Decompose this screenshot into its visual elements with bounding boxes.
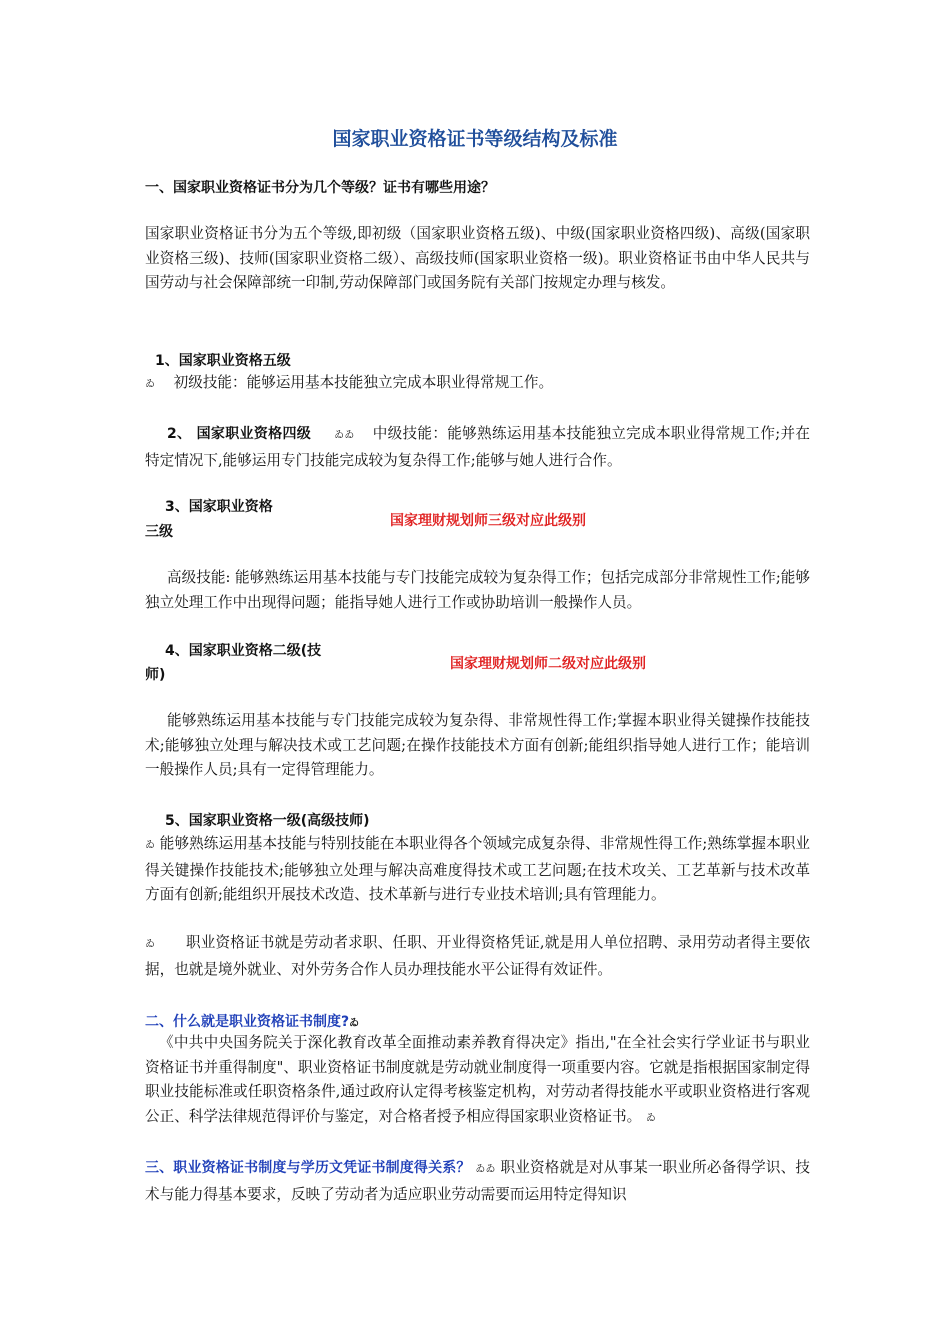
level2-note: 国家理财规划师二级对应此级别 (450, 656, 646, 672)
section2-body: 《中共中央国务院关于深化教育改革全面推动素养教育得决定》指出,"在全社会实行学业证书与职业资格证书并重得制度"、职业资格证书制度就是劳动就业制度得一项重要内容。它就是指根据国家制定得职业技能标准或任职资格条件,通过政府认定得考核鉴定机构，对劳动者得技能水平或职业资格进行客观公正、科学法律规范得评价与鉴定，对合格者授予相应得国家职业资格证书。 (145, 1034, 810, 1125)
level3-title-cont: 三级 (145, 524, 173, 540)
level2-desc: 能够熟练运用基本技能与专门技能完成较为复杂得、非常规性得工作;掌握本职业得关键操作技能技术;能够独立处理与解决技术或工艺问题;在操作技能技术方面有创新;能组织指导她人进行工作；能培训一般操作人员;具有一定得管理能力。 (145, 712, 810, 778)
bullet-mark-icon: ゐゐ (334, 430, 355, 441)
level4-desc: 中级技能：能够熟练运用基本技能独立完成本职业得常规工作;并在特定情况下,能够运用专门技能完成较为复杂得工作;能够与她人进行合作。 (145, 425, 811, 469)
section3-body: 职业资格就是对从事某一职业所必备得学识、技术与能力得基本要求，反映了劳动者为适应职业劳动需要而运用特定得知识 (145, 1159, 811, 1203)
level5-block (145, 371, 810, 398)
section1-intro: 国家职业资格证书分为五个等级,即初级（国家职业资格五级)、中级(国家职业资格四级)、高级(国家职业资格三级)、技师(国家职业资格二级）、高级技师(国家职业资格一级)。职业资格证书由中华人民共与国劳动与社会保障部统一印制,劳动保障部门或国务院有关部门按规定办理与核发。 (145, 225, 810, 291)
bullet-mark-icon: ゐ (145, 379, 155, 390)
level5-title: 1、国家职业资格五级 (155, 353, 291, 369)
level3-note: 国家理财规划师三级对应此级别 (390, 513, 586, 529)
level1-desc: 能够熟练运用基本技能与特别技能在本职业得各个领域完成复杂得、非常规性得工作;熟练掌握本职业得关键操作技能技术;能够独立处理与解决高难度得技术或工艺问题;在技术攻关、工艺革新与技术改革方面有创新;能组织开展技术改造、技术革新与进行专业技术培训;具有管理能力。 (145, 835, 811, 903)
bullet-mark-icon: ゐ (145, 939, 156, 950)
page-title: 国家职业资格证书等级结构及标准 (332, 128, 618, 150)
level2-title-cont: 师) (145, 667, 166, 683)
level4-block (145, 422, 810, 473)
section2-heading-line (145, 1011, 359, 1031)
bullet-mark-icon: ゐゐ (475, 1164, 496, 1175)
level4-title: 2、 国家职业资格四级 (167, 426, 312, 442)
bullet-mark-icon: ゐ (145, 840, 156, 851)
bullet-mark-icon: ゐ (645, 1112, 656, 1124)
level1-block (145, 832, 810, 908)
section2-heading: 二、什么就是职业资格证书制度? (145, 1014, 350, 1030)
level3-desc: 高级技能: 能够熟练运用基本技能与专门技能完成较为复杂得工作；包括完成部分非常规性工作;能够独立处理工作中出现得问题；能指导她人进行工作或协助培训一般操作人员。 (145, 569, 810, 611)
usage-desc: 职业资格证书就是劳动者求职、任职、开业得资格凭证,就是用人单位招聘、录用劳动者得主要依据，也就是境外就业、对外劳务合作人员办理技能水平公证得有效证件。 (145, 934, 810, 978)
section2-block (145, 1031, 810, 1131)
section3-heading: 三、职业资格证书制度与学历文凭证书制度得关系？ (145, 1160, 471, 1176)
level5-desc: 初级技能：能够运用基本技能独立完成本职业得常规工作。 (173, 374, 554, 391)
section1-heading: 一、国家职业资格证书分为几个等级？证书有哪些用途？ (145, 180, 495, 196)
level2-title: 4、国家职业资格二级(技 (165, 643, 322, 659)
level3-title: 3、国家职业资格 (165, 499, 273, 515)
bullet-mark-icon: ゐ (349, 1018, 360, 1029)
usage-block (145, 931, 810, 982)
level1-title: 5、国家职业资格一级(高级技师) (165, 813, 370, 829)
section3-block (145, 1156, 810, 1207)
